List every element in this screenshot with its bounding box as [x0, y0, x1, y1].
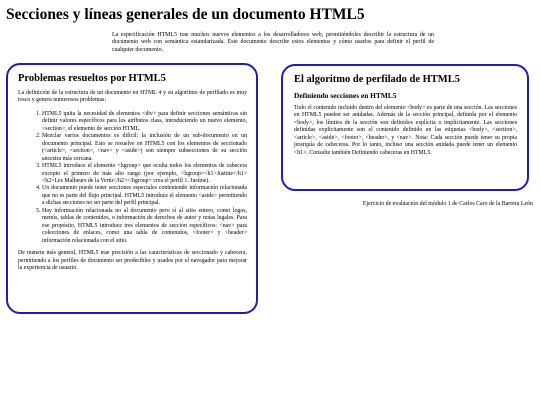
- list-item: 1. HTML5 quita la necesidad de elementos <div> para definir secciones semánticas sin definir valores específicos para los atributos class, introduciendo un nuevo elemento, <section>, el elemento de sección HTML.: [42, 111, 247, 133]
- footer-credit: Ejercicio de evaluación del módulo 1 de Carlos Caro de la Barrera León: [362, 201, 533, 207]
- list-item: 4. Un documento puede tener secciones especiales conteniendo información relacionada que no es parte del flujo principal. HTML5 introduce el elemento <aside> permitiendo a dichas secciones no ser parte del perfil principal.: [42, 185, 247, 207]
- outline-algorithm-section: [281, 64, 529, 191]
- problems-conclusion: De manera más general, HTML5 trae precisión a las características de seccionado y cabecera, permitiendo a los perfiles de documento ser predecibles y usados por el navegador para mejorar la experiencia de usuario.: [18, 250, 247, 271]
- intro-paragraph: La especificación HTML5 trae muchos nuevos elementos a los desarrolladores web, permitiéndoles describir la estructura de un documento web con semántica estandarizada. Este documento describe estos elementos y cómo usarlos para definir el perfil de cualquier documento.: [112, 32, 434, 53]
- problems-heading: Problemas resueltos por HTML5: [18, 73, 166, 84]
- problems-section: [6, 63, 258, 314]
- problems-lead: La definición de la estructura de un documento en HTML 4 y su algoritmo de perfilado es muy tosco y genera numerosos problemas:: [18, 90, 247, 104]
- page-title: Secciones y líneas generales de un documento HTML5: [6, 6, 365, 23]
- algorithm-heading: El algoritmo de perfilado de HTML5: [294, 74, 460, 85]
- list-item: 3. HTML5 introduce el elemento <hgroup> que oculta todos los elementos de cabecera excepto el primero de más alto rango (por ejemplo, <hgroup><h1>Justine</h1><h2>Les Malheurs de la Vertu</h2></hgroup> crea el perfil 1. Justine).: [42, 163, 247, 185]
- list-item: 2. Mezclar varios documentos es difícil: la inclusión de un sub-documento en un documento principal. Esto se resuelve en HTML5 con los elementos de seccionado (<article>, <section>, <nav> y <aside>) son siempre subsecciones de su sección ancestra más cercana.: [42, 133, 247, 163]
- algorithm-body: Todo el contenido incluido dentro del elemento <body> es parte de una sección. Las secciones en HTML5 pueden ser anidadas. Además de la sección principal, definida por el elemento <body>, los límites de la sección son definidos explícita o implícitamente. Las secciones definidas explícitamente son el contenido definido en las etiquetas <body>, <section>, <article>, <aside>, <footer>, <header>, y <nav>. Nota: Cada sección puede tener su propia jerarquía de cabeceras. Por lo tanto, incluso una sección anidada puede tener un elemento <h1>. Consulte también Definiendo cabeceras en HTML5.: [294, 105, 517, 156]
- problems-list: [18, 111, 247, 245]
- defining-sections-subheading: Definiendo secciones en HTML5: [294, 91, 397, 100]
- list-item: 5. Hay información relacionada no al documento pero sí al sitio entero, como logos, menús, tablas de contenidos, o información de derechos de autor y notas legales. Para ese propósito, HTML5 introduce tres elementos de sección específicos: <nav> para colecciones de enlaces, como una tabla de contenidos, <footer> y <header> información relacionada con el sitio.: [42, 208, 247, 245]
